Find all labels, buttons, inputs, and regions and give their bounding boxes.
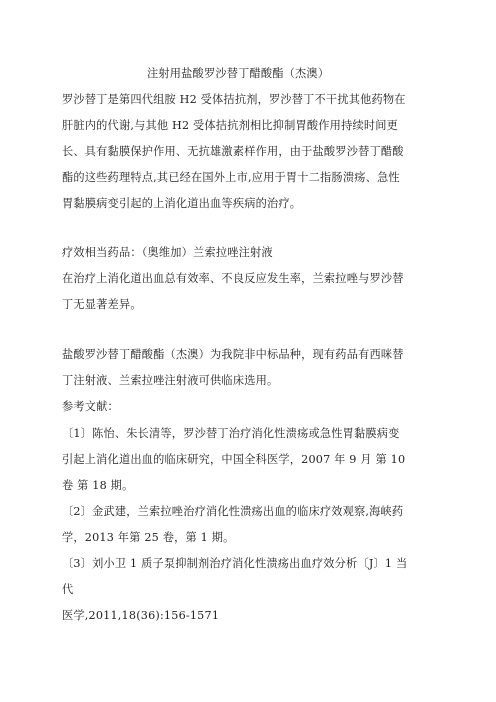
reference-line-5: 学，2013 年第 25 卷，第 1 期。 — [62, 531, 235, 544]
hospital-note-line-2: 丁注射液、兰索拉唑注射液可供临床选用。 — [62, 374, 279, 387]
intro-line-2: 肝脏内的代谢,与其他 H2 受体拮抗剂相比抑制胃酸作用持续时间更 — [62, 119, 399, 132]
reference-line-7: 代 — [62, 583, 74, 596]
intro-line-5: 胃黏膜病变引起的上消化道出血等疾病的治疗。 — [62, 197, 302, 210]
comparison-line-2: 丁无显著差异。 — [62, 298, 142, 311]
intro-line-3: 长、具有黏膜保护作用、无抗雄激素样作用，由于盐酸罗沙替丁醋酸 — [62, 145, 404, 158]
comparison-heading: 疗效相当药品：（奥维加）兰索拉唑注射液 — [62, 246, 273, 259]
reference-line-4: 〔2〕金武建，兰索拉唑治疗消化性溃疡出血的临床疗效观察,海峡药 — [62, 505, 404, 518]
reference-line-3: 卷 第 18 期。 — [62, 479, 134, 492]
document-title: 注射用盐酸罗沙替丁醋酸酯（杰澳） — [147, 67, 330, 80]
reference-line-8: 医学,2011,18(36):156-1571 — [62, 609, 220, 622]
references-heading: 参考文献： — [62, 400, 119, 413]
hospital-note-line-1: 盐酸罗沙替丁醋酸酯（杰澳）为我院非中标品种，现有药品有西咪替 — [62, 348, 404, 361]
comparison-line-1: 在治疗上消化道出血总有效率、不良反应发生率，兰索拉唑与罗沙替 — [62, 272, 404, 285]
reference-line-6: 〔3〕刘小卫 1 质子泵抑制剂治疗消化性溃疡出血疗效分析〔J〕1 当 — [62, 557, 408, 570]
intro-line-1: 罗沙替丁是第四代组胺 H2 受体拮抗剂，罗沙替丁不干扰其他药物在 — [62, 93, 406, 106]
reference-line-2: 引起上消化道出血的临床研究，中国全科医学，2007 年 9 月 第 10 — [62, 453, 406, 466]
reference-line-1: 〔1〕陈怡、朱长清等，罗沙替丁治疗消化性溃疡或急性胃黏膜病变 — [62, 427, 400, 440]
intro-line-4: 酯的这些药理特点,其已经在国外上市,应用于胃十二指肠溃疡、急性 — [62, 171, 400, 184]
